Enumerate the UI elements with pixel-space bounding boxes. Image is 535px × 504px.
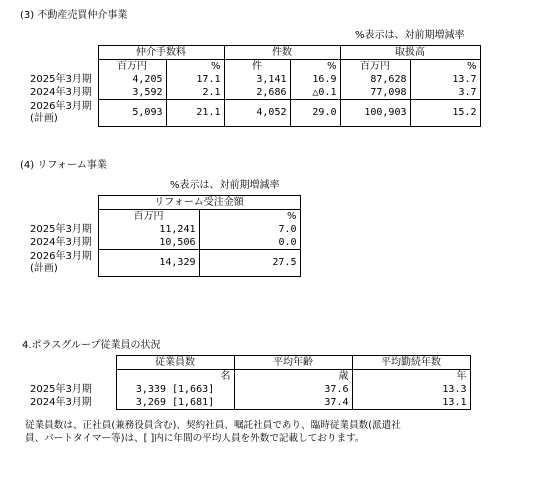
row-label: 2025年3月期 (30, 223, 92, 235)
row-label: 2026年3月期 (計画) (30, 251, 92, 274)
section3-note: %表示は、対前期増減率 (355, 30, 465, 41)
cell: 0.0 (199, 236, 300, 250)
cell: 17.1 (166, 73, 224, 86)
header-volume: 取扱高 (340, 46, 480, 60)
unit: 百万円 (340, 60, 410, 74)
unit: 百万円 (98, 210, 199, 224)
table-row (30, 250, 300, 277)
employees-footnote-line1: 従業員数は、正社員(兼務役員含む)、契約社員、嘱託社員であり、臨時従業員数(派遣社 (25, 420, 401, 431)
cell: 4,052 (224, 100, 290, 127)
cell: 16.9 (290, 73, 340, 86)
header-average-age: 平均年齢 (234, 356, 352, 370)
cell: 29.0 (290, 100, 340, 127)
cell: 3,141 (224, 73, 290, 86)
header-average-tenure: 平均勤続年数 (352, 356, 470, 370)
cell: 37.4 (234, 396, 352, 410)
unit: 歳 (234, 370, 352, 384)
row-label: 2024年3月期 (30, 236, 92, 248)
employees-table (30, 355, 471, 410)
table-row (30, 73, 480, 86)
cell: 87,628 (340, 73, 410, 86)
cell: 11,241 (98, 223, 199, 236)
table-row (30, 396, 470, 410)
table-row (30, 383, 470, 396)
header-employee-count: 従業員数 (116, 356, 234, 370)
section3-title: (3) 不動産売買仲介事業 (20, 10, 128, 21)
table-row (30, 236, 300, 250)
unit: % (410, 60, 480, 74)
cell: 3,269 [1,681] (116, 396, 234, 410)
cell: 100,903 (340, 100, 410, 127)
cell: 3,339 [1,663] (116, 383, 234, 396)
table-row (30, 100, 480, 127)
cell: 15.2 (410, 100, 480, 127)
cell: △0.1 (290, 86, 340, 100)
unit: 件 (224, 60, 290, 74)
cell: 13.7 (410, 73, 480, 86)
cell: 2,686 (224, 86, 290, 100)
section4-note: %表示は、対前期増減率 (170, 180, 280, 191)
table-row (30, 86, 480, 100)
cell: 4,205 (98, 73, 166, 86)
cell: 13.3 (352, 383, 470, 396)
cell: 14,329 (98, 250, 199, 277)
unit: % (290, 60, 340, 74)
row-label: 2025年3月期 (30, 73, 92, 85)
cell: 37.6 (234, 383, 352, 396)
table-row (30, 223, 300, 236)
row-label: 2025年3月期 (30, 383, 92, 395)
unit: 年 (352, 370, 470, 384)
section3-table (30, 45, 481, 127)
row-label: 2024年3月期 (30, 86, 92, 98)
unit: % (199, 210, 300, 224)
header-commission: 仲介手数料 (98, 46, 224, 60)
cell: 2.1 (166, 86, 224, 100)
employees-footnote-line2: 員、パートタイマー等)は、[ ]内に年間の平均人員を外数で記載しております。 (25, 433, 365, 444)
header-reform-orders: リフォーム受注金額 (98, 196, 300, 210)
section4-title: (4) リフォーム事業 (20, 160, 107, 171)
row-label: 2024年3月期 (30, 396, 92, 408)
cell: 7.0 (199, 223, 300, 236)
cell: 10,506 (98, 236, 199, 250)
cell: 3,592 (98, 86, 166, 100)
cell: 21.1 (166, 100, 224, 127)
cell: 5,093 (98, 100, 166, 127)
header-count: 件数 (224, 46, 340, 60)
cell: 13.1 (352, 396, 470, 410)
row-label: 2026年3月期 (計画) (30, 101, 92, 124)
unit: 名 (116, 370, 234, 384)
employees-title: 4.ポラスグループ従業員の状況 (22, 340, 161, 351)
cell: 27.5 (199, 250, 300, 277)
cell: 77,098 (340, 86, 410, 100)
unit: 百万円 (98, 60, 166, 74)
cell: 3.7 (410, 86, 480, 100)
section4-table (30, 195, 301, 277)
unit: % (166, 60, 224, 74)
